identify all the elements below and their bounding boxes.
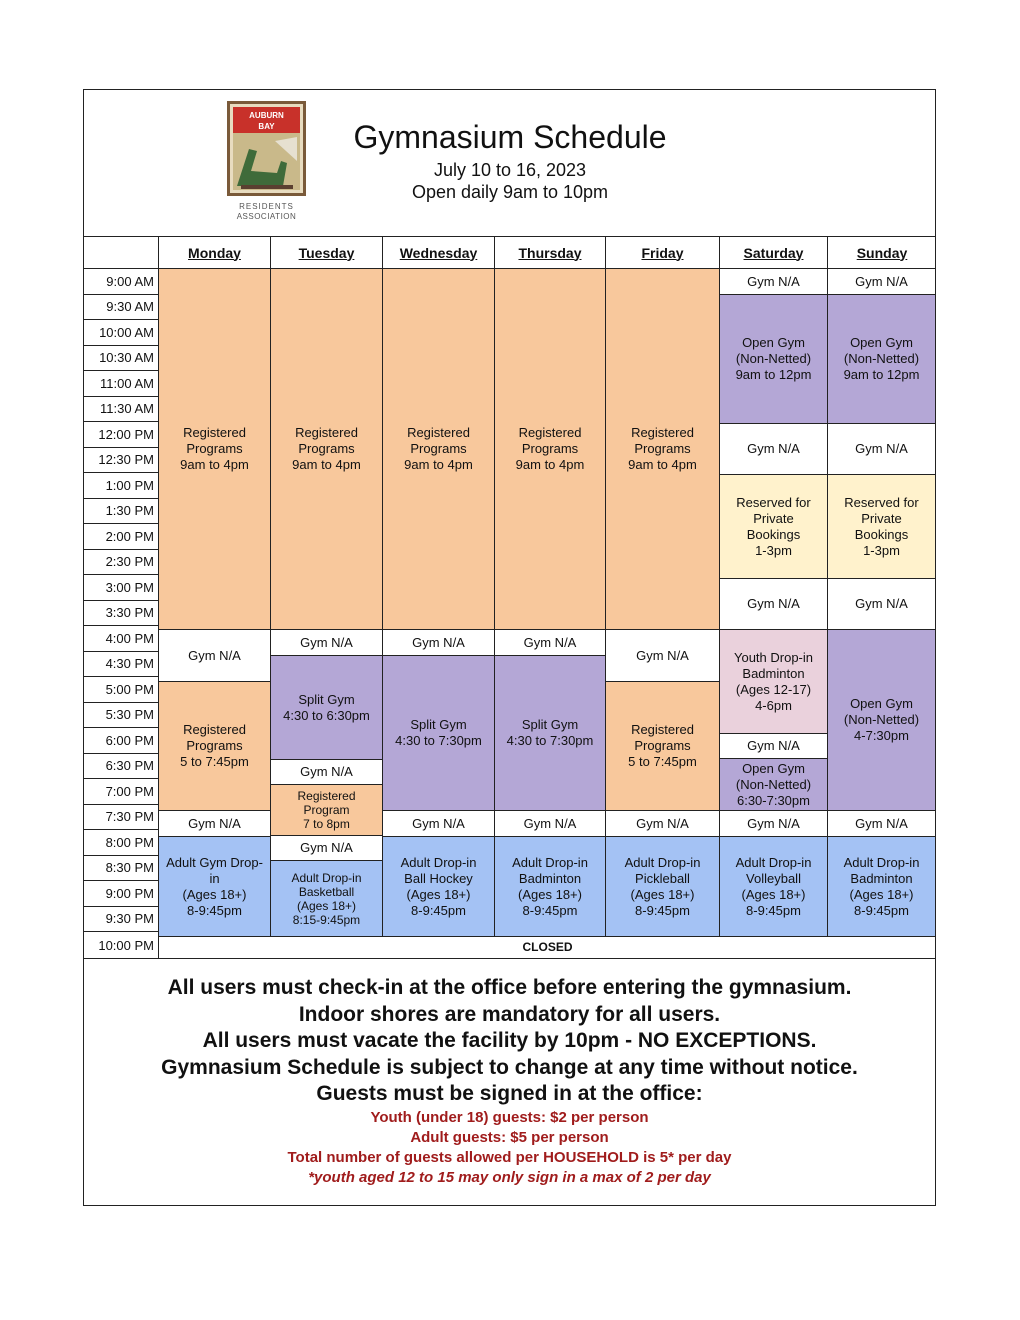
time-label: 2:30 PM (84, 550, 159, 576)
page-title: Gymnasium Schedule (353, 119, 667, 155)
schedule-cell: Youth Drop-in Badminton (Ages 12-17) 4-6pm (719, 629, 828, 734)
schedule-cell: Gym N/A (382, 629, 495, 656)
time-label: 7:30 PM (84, 805, 159, 831)
day-header-tuesday: Tuesday (298, 244, 355, 261)
schedule-cell: Adult Drop-in Pickleball (Ages 18+) 8-9:45pm (605, 836, 720, 937)
schedule-cell: Adult Drop-in Basketball (Ages 18+) 8:15-9:45pm (270, 860, 383, 937)
time-label: 4:00 PM (84, 626, 159, 652)
day-header-wednesday: Wednesday (399, 244, 478, 261)
day-header-sunday: Sunday (856, 244, 908, 261)
schedule-cell: Gym N/A (270, 835, 383, 861)
open-hours: Open daily 9am to 10pm (411, 182, 609, 202)
schedule-cell: Gym N/A (719, 423, 828, 475)
rule-line: All users must check-in at the office before entering the gymnasium. (167, 976, 852, 999)
time-label: 11:00 AM (84, 371, 159, 397)
time-label: 10:00 PM (98, 937, 154, 953)
schedule-cell: Gym N/A (270, 629, 383, 656)
guest-rule-line: Adult guests: $5 per person (410, 1128, 609, 1146)
guest-rule-note: *youth aged 12 to 15 may only sign in a max of 2 per day (308, 1168, 711, 1186)
time-label: 1:30 PM (84, 499, 159, 525)
schedule-cell: Gym N/A (605, 629, 720, 682)
schedule-cell: Gym N/A (605, 810, 720, 837)
time-label: 9:00 PM (84, 881, 159, 907)
schedule-cell: Adult Gym Drop- in (Ages 18+) 8-9:45pm (158, 836, 271, 937)
time-label: 8:00 PM (84, 830, 159, 856)
day-header-friday: Friday (641, 244, 684, 261)
time-label: 6:00 PM (84, 728, 159, 754)
time-label: 1:00 PM (84, 473, 159, 499)
schedule-cell: Open Gym (Non-Netted) 4-7:30pm (827, 629, 936, 811)
schedule-cell: Adult Drop-in Badminton (Ages 18+) 8-9:45pm (827, 836, 936, 937)
time-label: 9:00 AM (84, 269, 159, 295)
rule-line: Guests must be signed in at the office: (316, 1082, 703, 1105)
schedule-cell: Split Gym 4:30 to 7:30pm (494, 655, 606, 811)
schedule-cell: Gym N/A (158, 810, 271, 837)
schedule-cell: Registered Programs 9am to 4pm (158, 268, 271, 630)
schedule-cell: Split Gym 4:30 to 7:30pm (382, 655, 495, 811)
time-label: 7:00 PM (84, 779, 159, 805)
rules-section (84, 975, 935, 1188)
schedule-cell: Gym N/A (494, 629, 606, 656)
time-label: 12:00 PM (84, 422, 159, 448)
schedule-cell: Reserved for Private Bookings 1-3pm (827, 474, 936, 579)
logo-text-line4: ASSOCIATION (236, 212, 297, 221)
schedule-cell: Gym N/A (719, 578, 828, 630)
schedule-cell: Adult Drop-in Volleyball (Ages 18+) 8-9:45pm (719, 836, 828, 937)
schedule-cell: Gym N/A (158, 629, 271, 682)
time-label: 12:30 PM (84, 448, 159, 474)
time-label: 6:30 PM (84, 754, 159, 780)
schedule-cell: Gym N/A (719, 810, 828, 837)
time-label: 8:30 PM (84, 856, 159, 882)
schedule-bottom-line (83, 958, 936, 959)
schedule-cell: Adult Drop-in Badminton (Ages 18+) 8-9:45pm (494, 836, 606, 937)
rule-line: All users must vacate the facility by 10pm - NO EXCEPTIONS. (202, 1029, 817, 1052)
time-label: 5:00 PM (84, 677, 159, 703)
day-header-thursday: Thursday (518, 244, 582, 261)
schedule-cell: Open Gym (Non-Netted) 6:30-7:30pm (719, 758, 828, 811)
day-header-monday: Monday (188, 244, 241, 261)
schedule-cell: Split Gym 4:30 to 6:30pm (270, 655, 383, 760)
closed-label: CLOSED (522, 940, 573, 954)
time-label: 10:00 AM (84, 320, 159, 346)
logo-text-line3: RESIDENTS (239, 202, 294, 211)
schedule-cell: Open Gym (Non-Netted) 9am to 12pm (827, 294, 936, 424)
schedule-cell: Gym N/A (719, 733, 828, 759)
time-label: 5:30 PM (84, 703, 159, 729)
schedule-cell: Registered Program 7 to 8pm (270, 784, 383, 836)
guest-rule-line: Total number of guests allowed per HOUSEHOLD is 5* per day (287, 1148, 732, 1166)
auburn-bay-logo (227, 101, 306, 223)
schedule-cell: Registered Programs 9am to 4pm (605, 268, 720, 630)
schedule-cell: Gym N/A (719, 268, 828, 295)
schedule-cell: Gym N/A (827, 268, 936, 295)
logo-text-line1: AUBURN (249, 111, 284, 120)
time-label: 9:30 PM (84, 907, 159, 933)
time-label: 3:00 PM (84, 575, 159, 601)
schedule-cell: Open Gym (Non-Netted) 9am to 12pm (719, 294, 828, 424)
schedule-cell: Gym N/A (827, 810, 936, 837)
day-header-saturday: Saturday (743, 244, 804, 261)
time-label: 3:30 PM (84, 601, 159, 627)
schedule-dates: July 10 to 16, 2023 (433, 160, 587, 180)
rule-line: Gymnasium Schedule is subject to change at any time without notice. (161, 1055, 858, 1079)
schedule-cell: Gym N/A (382, 810, 495, 837)
schedule-cell: Gym N/A (827, 578, 936, 630)
schedule-cell: Registered Programs 5 to 7:45pm (158, 681, 271, 811)
schedule-cell: Registered Programs 9am to 4pm (270, 268, 383, 630)
time-label: 10:30 AM (84, 346, 159, 372)
schedule-cell: Gym N/A (494, 810, 606, 837)
logo-text-line2: BAY (258, 122, 275, 131)
rule-line: Indoor shores are mandatory for all users. (298, 1002, 721, 1026)
schedule-cell: Reserved for Private Bookings 1-3pm (719, 474, 828, 579)
time-label: 2:00 PM (84, 524, 159, 550)
schedule-cell: Gym N/A (270, 759, 383, 785)
schedule-cell: Registered Programs 5 to 7:45pm (605, 681, 720, 811)
time-label: 4:30 PM (84, 652, 159, 678)
schedule-cell: Gym N/A (827, 423, 936, 475)
schedule-cell: Registered Programs 9am to 4pm (494, 268, 606, 630)
time-label: 9:30 AM (84, 295, 159, 321)
schedule-cell: Registered Programs 9am to 4pm (382, 268, 495, 630)
guest-rule-line: Youth (under 18) guests: $2 per person (370, 1108, 649, 1126)
schedule-cell: Adult Drop-in Ball Hockey (Ages 18+) 8-9:45pm (382, 836, 495, 937)
time-label: 11:30 AM (84, 397, 159, 423)
